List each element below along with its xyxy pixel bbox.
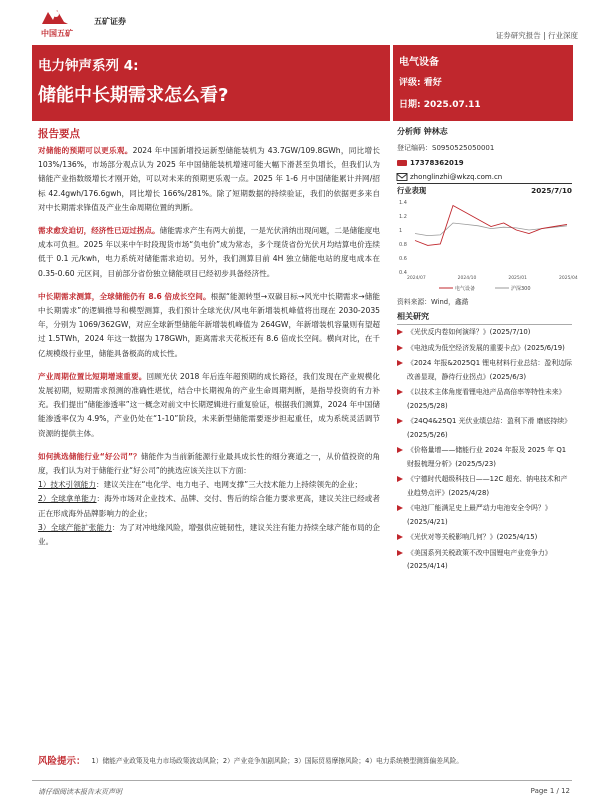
triangle-bullet-icon: [397, 329, 403, 335]
related-item-text: 《光伏反内卷如何演绎？》(2025/7/10): [407, 328, 531, 336]
related-item[interactable]: [397, 531, 573, 544]
summary-paragraph-1: [38, 144, 380, 215]
criteria-text: ：建议关注在“电化学、电力电子、电网支撑”三大技术能力上持续领先的企业；: [96, 480, 363, 490]
related-item[interactable]: [397, 342, 573, 355]
risk-label: 风险提示：: [38, 756, 86, 767]
risk-text: 1）储能产业政策及电力市场政策波动风险；2）产业竞争加剧风险；3）国际贸易摩擦风险；4）电力系统模型测算偏差风险。: [91, 757, 463, 765]
triangle-bullet-icon: [397, 476, 403, 482]
related-heading: 相关研究: [397, 311, 572, 325]
criteria-label: 3）全球产能扩张能力: [38, 522, 112, 532]
chart-date: 2025/7/10: [531, 186, 572, 195]
risk-section: [38, 753, 578, 767]
logo-mark-icon: [40, 6, 70, 28]
paragraph-highlight: 中长期需求测算，全球储能仍有 8.6 倍成长空间。: [38, 291, 211, 301]
related-item[interactable]: [397, 326, 573, 339]
chart-title: 行业表现: [397, 186, 427, 195]
analyst-reg: 登记编码：S0950525050001: [397, 144, 495, 152]
related-item[interactable]: [397, 386, 573, 413]
logo-name: 中国五矿: [41, 29, 73, 38]
rating-banner: [393, 45, 573, 121]
industry-label: 电气设备: [399, 57, 439, 68]
triangle-bullet-icon: [397, 345, 403, 351]
triangle-bullet-icon: [397, 418, 403, 424]
related-item[interactable]: [397, 415, 573, 442]
criteria-label: 1）技术引领能力: [38, 480, 96, 490]
analyst-section: [397, 126, 572, 181]
series-title: 电力钟声系列 4:: [38, 58, 139, 74]
page-title: 储能中长期需求怎么看?: [38, 85, 229, 106]
paragraph-text: 储能作为当前新能源行业最具成长性的细分赛道之一，从价值投资的角度，我们认为对于储能行业“好公司”的挑选应该关注以下方面：: [38, 451, 381, 476]
summary-paragraph-4: [38, 370, 380, 441]
related-item[interactable]: [397, 473, 573, 500]
phone-text: 17378362019: [410, 159, 464, 167]
related-item-text: 《以技术主体角度看锂电池产品高倍率等特性未来》(2025/5/28): [407, 388, 566, 410]
triangle-bullet-icon: [397, 505, 403, 511]
y-tick-label: 1.2: [399, 214, 407, 220]
logo-brand: 五矿证券: [94, 17, 126, 26]
date-label: 日期: 2025.07.11: [399, 100, 481, 110]
rating-label: 评级: 看好: [399, 78, 442, 88]
summary-paragraph-2: [38, 224, 380, 281]
y-tick-label: 1: [399, 228, 403, 234]
analyst-phone: [397, 159, 572, 167]
phone-icon: [397, 159, 407, 167]
criteria-label: 2）全球拿单能力: [38, 494, 97, 504]
performance-plot: [397, 196, 578, 294]
related-list: [397, 326, 573, 576]
paragraph-text: 根据“能源转型→双碳目标→风光中长期需求→储能中长期需求”的逻辑推导和模型测算，我们预计全球光伏/风电年新增装机峰值将出现在 2030-2035 年，分别为 1069/362GW，对应全球新型储能年新增装机峰值为 264GW，年新增装机容量则有望超过 1.5TWh，2024 年这一数据为 178GWh，距离需求天花板还有 8.6 倍成长空间。横向对比，在千亿规模级行业里，储能具备极高的成长性。: [38, 291, 380, 358]
chart-source: 资料来源：Wind，鑫澔: [397, 298, 469, 306]
legend-electrical: 电气设备: [455, 286, 476, 292]
paragraph-highlight: 需求愈发迫切，经济性已迈过拐点。: [38, 226, 160, 236]
paragraph-text: 回顾光伏 2018 年后连年超预期的成长路径，我们发现在产业规模化发展初期，短期需求预测的准确性堪忧，结合中长期视角的产业生命周期判断，是指导投资的有力补充。我们提出“储能渗透率”这一概念对前文中长期逻辑进行重复验证，根据我们测算，2024 年中国储能渗透率仅为 4.9%，产业仍处在“1-10”阶段，未来新型储能需要逐步担起重任，成为系统灵活调节资源的提供主体。: [38, 371, 380, 438]
related-item[interactable]: [397, 547, 573, 574]
related-item-text: 《2024 年报&2025Q1 锂电材料行业总结：盈利边际改善显现，静待行业拐点》(2025/6/3): [407, 359, 572, 381]
x-tick-label: 2024/10: [457, 276, 477, 281]
criteria-text: ：为了对冲地缘风险，增强供应链韧性，建议关注有能力持续全球产能布局的企业。: [38, 522, 380, 547]
related-item-text: 《价格量增——储能行业 2024 年报及 2025 年 Q1 财报梳理分析》(2025/5/23): [407, 446, 567, 468]
related-item[interactable]: [397, 444, 573, 471]
report-type: 证券研究报告 | 行业深度: [495, 31, 578, 40]
logo: [40, 6, 190, 36]
chart-header: [397, 184, 572, 196]
related-item[interactable]: [397, 357, 573, 384]
x-tick-label: 2025/04: [559, 276, 578, 281]
related-item-text: 《电池厂能满足史上最严动力电池安全令吗？》(2025/4/21): [407, 504, 552, 526]
email-icon: [397, 173, 407, 181]
triangle-bullet-icon: [397, 550, 403, 556]
related-item-text: 《宁德时代超级科技日——12C 超充、钠电技术和产业趋势点评》(2025/4/28): [407, 475, 568, 497]
triangle-bullet-icon: [397, 447, 403, 453]
email-text: zhonglinzhi@wkzq.com.cn: [410, 173, 503, 181]
chart-legend: [439, 285, 531, 292]
y-tick-label: 0.8: [399, 242, 407, 248]
triangle-bullet-icon: [397, 360, 403, 366]
related-item-text: 《美国系列关税政策不改中国锂电产业竞争力》(2025/4/14): [407, 548, 552, 571]
page-number: Page 1 / 12: [530, 787, 570, 795]
y-tick-label: 0.6: [399, 256, 407, 262]
summary-paragraph-5: [38, 450, 380, 549]
related-item[interactable]: [397, 502, 573, 529]
series-electrical-line: [415, 206, 567, 246]
paragraph-highlight: 产业周期位置比短期增速重要。: [38, 371, 147, 381]
legend-hs300: 沪深300: [511, 286, 531, 292]
y-tick-label: 0.4: [399, 270, 407, 276]
summary-section: [38, 126, 380, 549]
series-hs300-line: [415, 223, 567, 236]
paragraph-text: 储能需求产生有两大前提，一是光伏消纳出现问题，二是储能度电成本可负担。2025 年以来中午时段现货市场“负电价”成为常态，多个现货省份光伏月均结算电价连续低于 0.1 元/kwh，电力系统对储能需求迫切。另外，我们测算目前 4H 独立储能电站的度电成本在 0.35-0.60 元区间，目前部分省份独立储能项目已经初步具备经济性。: [38, 226, 381, 278]
footer-disclaimer: 请仔细阅读本报告末页声明: [38, 788, 122, 796]
performance-chart: [397, 183, 578, 295]
paragraph-text: 2024 年中国新增投运新型储能装机为 43.7GW/109.8GWh，同比增长 103%/136%，市场部分观点认为 2025 年中国储能装机增速可能大幅下滑甚至负增长，但我们认为储能产业指数级增长才刚开始，可以对未来的预期更乐观一点。2025 年 1-6 月中国储能累计并网/招标 42.4gwh/176.6gwh，同比增长 166%/281%。除了短期数据的持续验证，我们的依据更多来自对中长期需求锋值及产业生命周期位置的判断。: [38, 146, 380, 212]
x-tick-label: 2024/07: [407, 276, 426, 281]
title-banner: [32, 45, 390, 121]
y-tick-label: 1.4: [399, 200, 407, 206]
paragraph-highlight: 对储能的预期可以更乐观。: [38, 146, 133, 155]
summary-heading: 报告要点: [38, 128, 80, 140]
paragraph-highlight: 如何挑选储能行业“好公司”？: [38, 451, 141, 461]
analyst-name: 分析师 钟林志: [397, 127, 448, 136]
summary-paragraph-3: [38, 290, 380, 361]
x-tick-label: 2025/01: [508, 276, 528, 281]
triangle-bullet-icon: [397, 389, 403, 395]
related-item-text: 《光伏对等关税影响几何？》(2025/4/15): [407, 533, 538, 542]
divider: [32, 780, 572, 781]
triangle-bullet-icon: [397, 534, 403, 540]
related-item-text: 《24Q4&25Q1 光伏业绩总结：盈利下滑 磨底持续》(2025/5/26): [407, 417, 572, 439]
analyst-email[interactable]: [397, 173, 572, 181]
related-item-text: 《电池成为低空经济发展的重要卡点》(2025/6/19): [407, 343, 565, 352]
criteria-text: ：海外市场对企业技术、品牌、交付、售后的综合能力要求更高，建议关注已经或者正在形成海外品牌影响力的企业；: [38, 494, 380, 518]
